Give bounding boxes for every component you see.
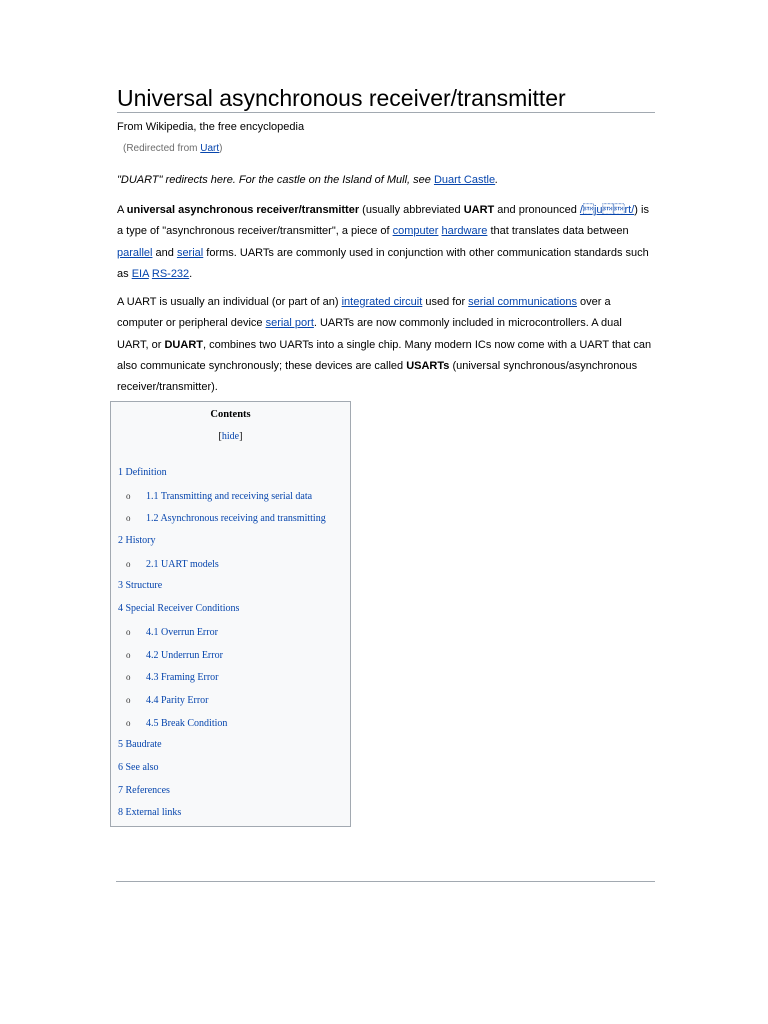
bullet-icon: o bbox=[126, 694, 131, 705]
text: A UART is usually an individual (or part of an) bbox=[117, 296, 342, 308]
text: and pronounced bbox=[494, 204, 580, 216]
ipa-link[interactable]: /jurt/ bbox=[579, 204, 635, 216]
text: (universal synchronous/asynchronous receiver/transmitter). bbox=[117, 359, 638, 394]
serial-communications-link[interactable]: serial communications bbox=[468, 296, 577, 308]
toc-item bbox=[118, 602, 326, 625]
toc-subitem bbox=[118, 716, 326, 739]
bold-term: DUART bbox=[164, 338, 203, 351]
toc-link[interactable]: 7 References bbox=[118, 784, 170, 796]
toc-subitem bbox=[118, 489, 326, 512]
toc-link[interactable]: 4.5 Break Condition bbox=[146, 717, 228, 729]
page-title: Universal asynchronous receiver/transmitter bbox=[117, 84, 655, 113]
toc-subitem bbox=[118, 511, 326, 534]
bracket: ] bbox=[239, 431, 243, 442]
table-of-contents bbox=[110, 401, 351, 827]
parallel-link[interactable]: parallel bbox=[117, 246, 153, 259]
toc-link[interactable]: 3 Structure bbox=[118, 580, 163, 592]
toc-link[interactable]: 2 History bbox=[118, 535, 156, 547]
text: ) is a type of "asynchronous receiver/transmitter", a piece of bbox=[117, 204, 649, 238]
bold-term: USARTs bbox=[406, 359, 450, 372]
toc-link[interactable]: 4.3 Framing Error bbox=[146, 672, 219, 684]
bullet-icon: o bbox=[126, 672, 131, 683]
text: and bbox=[152, 246, 177, 259]
toc-subitem bbox=[118, 648, 326, 671]
toc-item bbox=[118, 784, 326, 807]
toc-item bbox=[118, 738, 326, 761]
toc-link[interactable]: 1 Definition bbox=[118, 467, 167, 478]
toc-link[interactable]: 4.4 Parity Error bbox=[146, 694, 209, 706]
bullet-icon: o bbox=[126, 717, 131, 728]
intro-paragraph-2 bbox=[117, 292, 655, 398]
bullet-icon: o bbox=[126, 490, 131, 501]
redirect-link[interactable]: Uart bbox=[200, 143, 220, 154]
hatnote-text: "DUART" redirects here. For the castle on the Island of Mull, see bbox=[117, 174, 434, 186]
text: used for bbox=[422, 296, 469, 308]
bullet-icon: o bbox=[126, 558, 131, 569]
bullet-icon: o bbox=[126, 513, 131, 524]
toc-title: Contents bbox=[210, 409, 251, 420]
toc-link[interactable]: 4.2 Underrun Error bbox=[146, 649, 223, 661]
toc-item bbox=[118, 761, 326, 784]
text: over a computer or peripheral device bbox=[117, 296, 611, 330]
integrated-circuit-link[interactable]: integrated circuit bbox=[341, 296, 423, 308]
text: . UARTs are now commonly included in microcontrollers. A dual UART, or bbox=[117, 317, 622, 351]
bold-term: universal asynchronous receiver/transmitter bbox=[126, 204, 360, 216]
text: that translates data between bbox=[487, 225, 629, 238]
toc-hide-link[interactable]: hide bbox=[221, 431, 240, 442]
site-subtitle: From Wikipedia, the free encyclopedia bbox=[117, 121, 305, 133]
toc-link[interactable]: 4 Special Receiver Conditions bbox=[118, 603, 240, 615]
hardware-link[interactable]: hardware bbox=[441, 225, 488, 238]
redirect-suffix: ) bbox=[219, 143, 223, 154]
text: forms. UARTs are commonly used in conjunction with other communication standards such as bbox=[117, 246, 649, 280]
section-divider bbox=[116, 881, 655, 882]
serial-link[interactable]: serial bbox=[176, 246, 204, 259]
toc-item bbox=[118, 466, 326, 489]
toc-item bbox=[118, 806, 326, 829]
toc-subitem bbox=[118, 557, 326, 580]
redirect-prefix: (Redirected from bbox=[123, 143, 201, 154]
toc-link[interactable]: 4.1 Overrun Error bbox=[146, 626, 218, 638]
toc-link[interactable]: 8 External links bbox=[118, 807, 182, 819]
toc-subitem bbox=[118, 693, 326, 716]
hatnote bbox=[117, 174, 498, 186]
toc-link[interactable]: 5 Baudrate bbox=[118, 739, 162, 751]
toc-subitem bbox=[118, 670, 326, 693]
serial-port-link[interactable]: serial port bbox=[265, 317, 314, 330]
intro-paragraph-1 bbox=[117, 200, 655, 285]
toc-link[interactable]: 2.1 UART models bbox=[146, 558, 219, 570]
bold-term: UART bbox=[463, 204, 495, 216]
toc-list bbox=[118, 466, 326, 829]
hatnote-end: . bbox=[495, 174, 499, 186]
toc-link[interactable]: 1.1 Transmitting and receiving serial data bbox=[146, 490, 313, 502]
toc-hide-control bbox=[111, 431, 350, 442]
redirect-note bbox=[123, 143, 223, 154]
toc-item bbox=[118, 579, 326, 602]
toc-link[interactable]: 1.2 Asynchronous receiving and transmitting bbox=[146, 513, 326, 525]
bullet-icon: o bbox=[126, 649, 131, 660]
toc-subitem bbox=[118, 625, 326, 648]
text: , combines two UARTs into a single chip. Many modern ICs now come with a UART that can also communicate synchronously; these devices are called bbox=[117, 338, 652, 372]
rs232-link[interactable]: RS-232 bbox=[151, 267, 190, 280]
bullet-icon: o bbox=[126, 626, 131, 637]
text: . bbox=[189, 267, 193, 280]
text: (usually abbreviated bbox=[359, 204, 464, 216]
toc-item bbox=[118, 534, 326, 557]
text: A bbox=[117, 204, 127, 216]
bracket: [ bbox=[218, 431, 222, 442]
eia-link[interactable]: EIA bbox=[131, 267, 149, 280]
duart-castle-link[interactable]: Duart Castle bbox=[433, 174, 496, 186]
computer-link[interactable]: computer bbox=[392, 225, 439, 238]
toc-link[interactable]: 6 See also bbox=[118, 761, 159, 773]
